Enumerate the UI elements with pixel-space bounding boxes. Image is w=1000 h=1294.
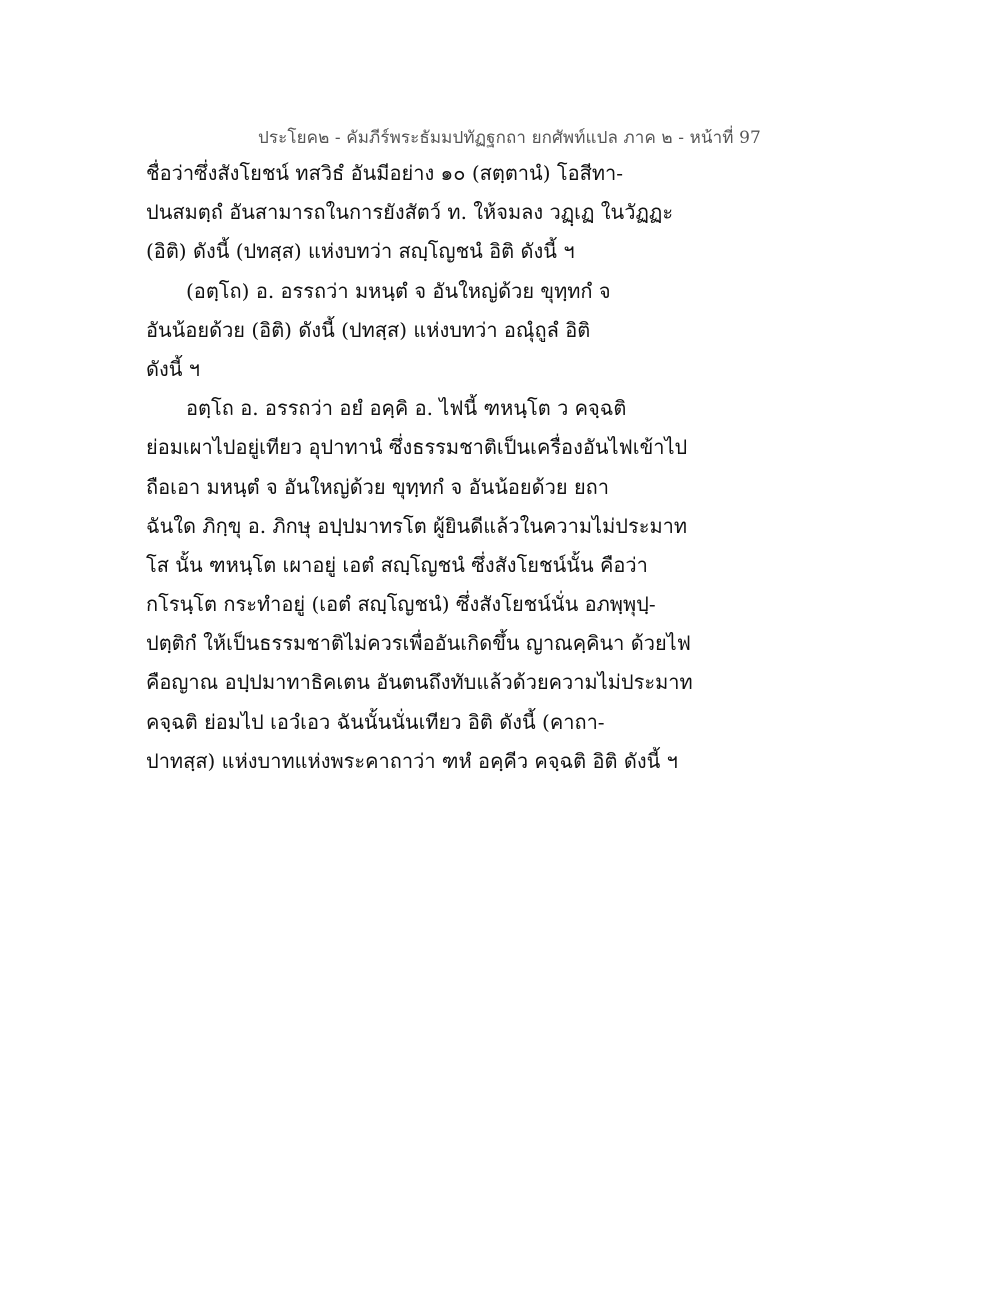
- paragraph-first-line: อตฺโถ อ. อรรถว่า อยํ อคฺคิ อ. ไฟนี้ ฑหนฺโต ว คจฺฉติ: [186, 396, 627, 421]
- text-line: คจฺฉติ ย่อมไป เอวํเอว ฉันนั้นนั่นเทียว อิติ ดังนี้ (คาถา-: [146, 709, 605, 734]
- text-line: ปนสมตฺถํ อันสามารถในการยังสัตว์ ท. ให้จมลง วฏฺเฏ ในวัฏฏะ: [146, 200, 674, 225]
- text-line: ชื่อว่าซึ่งสังโยชน์ ทสวิธํ อันมีอย่าง ๑๐ (สตฺตานํ) โอสีทา-: [146, 161, 624, 185]
- text-line: (อิติ) ดังนี้ (ปทสฺส) แห่งบทว่า สญฺโญชนํ อิติ ดังนี้ ฯ: [146, 239, 575, 264]
- paragraph-first-line: (อตฺโถ) อ. อรรถว่า มหนฺตํ จ อันใหญ่ด้วย ขุทฺทกํ จ: [186, 278, 611, 303]
- text-line: ดังนี้ ฯ: [146, 356, 201, 381]
- text-line: ย่อมเผาไปอยู่เทียว อุปาทานํ ซึ่งธรรมชาติเป็นเครื่องอันไฟเข้าไป: [146, 435, 688, 460]
- text-line: ถือเอา มหนฺตํ จ อันใหญ่ด้วย ขุทฺทกํ จ อันน้อยด้วย ยถา: [146, 474, 610, 499]
- page-header: ประโยค๒ - คัมภีร์พระธัมมปทัฏฐกถา ยกศัพท์แปล ภาค ๒ - หน้าที่ 97: [258, 128, 761, 148]
- text-line: ฉันใด ภิกฺขุ อ. ภิกษุ อปฺปมาทรโต ผู้ยินดีแล้วในความไม่ประมาท: [146, 513, 688, 538]
- text-line: กโรนฺโต กระทำอยู่ (เอตํ สญฺโญชนํ) ซึ่งสังโยชน์นั่น อภพฺพุปฺ-: [146, 592, 656, 617]
- text-line: คือญาณ อปฺปมาทาธิคเตน อันตนถึงทับแล้วด้วยความไม่ประมาท: [146, 670, 693, 695]
- text-line: อันน้อยด้วย (อิติ) ดังนี้ (ปทสฺส) แห่งบทว่า อณุํถูลํ อิติ: [146, 317, 591, 342]
- text-line: โส นั้น ฑหนฺโต เผาอยู่ เอตํ สญฺโญชนํ ซึ่งสังโยชน์นั้น คือว่า: [146, 552, 648, 577]
- text-line: ปาทสฺส) แห่งบาทแห่งพระคาถาว่า ฑหํ อคฺคีว คจฺฉติ อิติ ดังนี้ ฯ: [146, 748, 678, 773]
- body-text: [146, 154, 706, 781]
- text-line: ปตฺติกํ ให้เป็นธรรมชาติไม่ควรเพื่ออันเกิดขึ้น ญาณคฺคินา ด้วยไฟ: [146, 631, 691, 656]
